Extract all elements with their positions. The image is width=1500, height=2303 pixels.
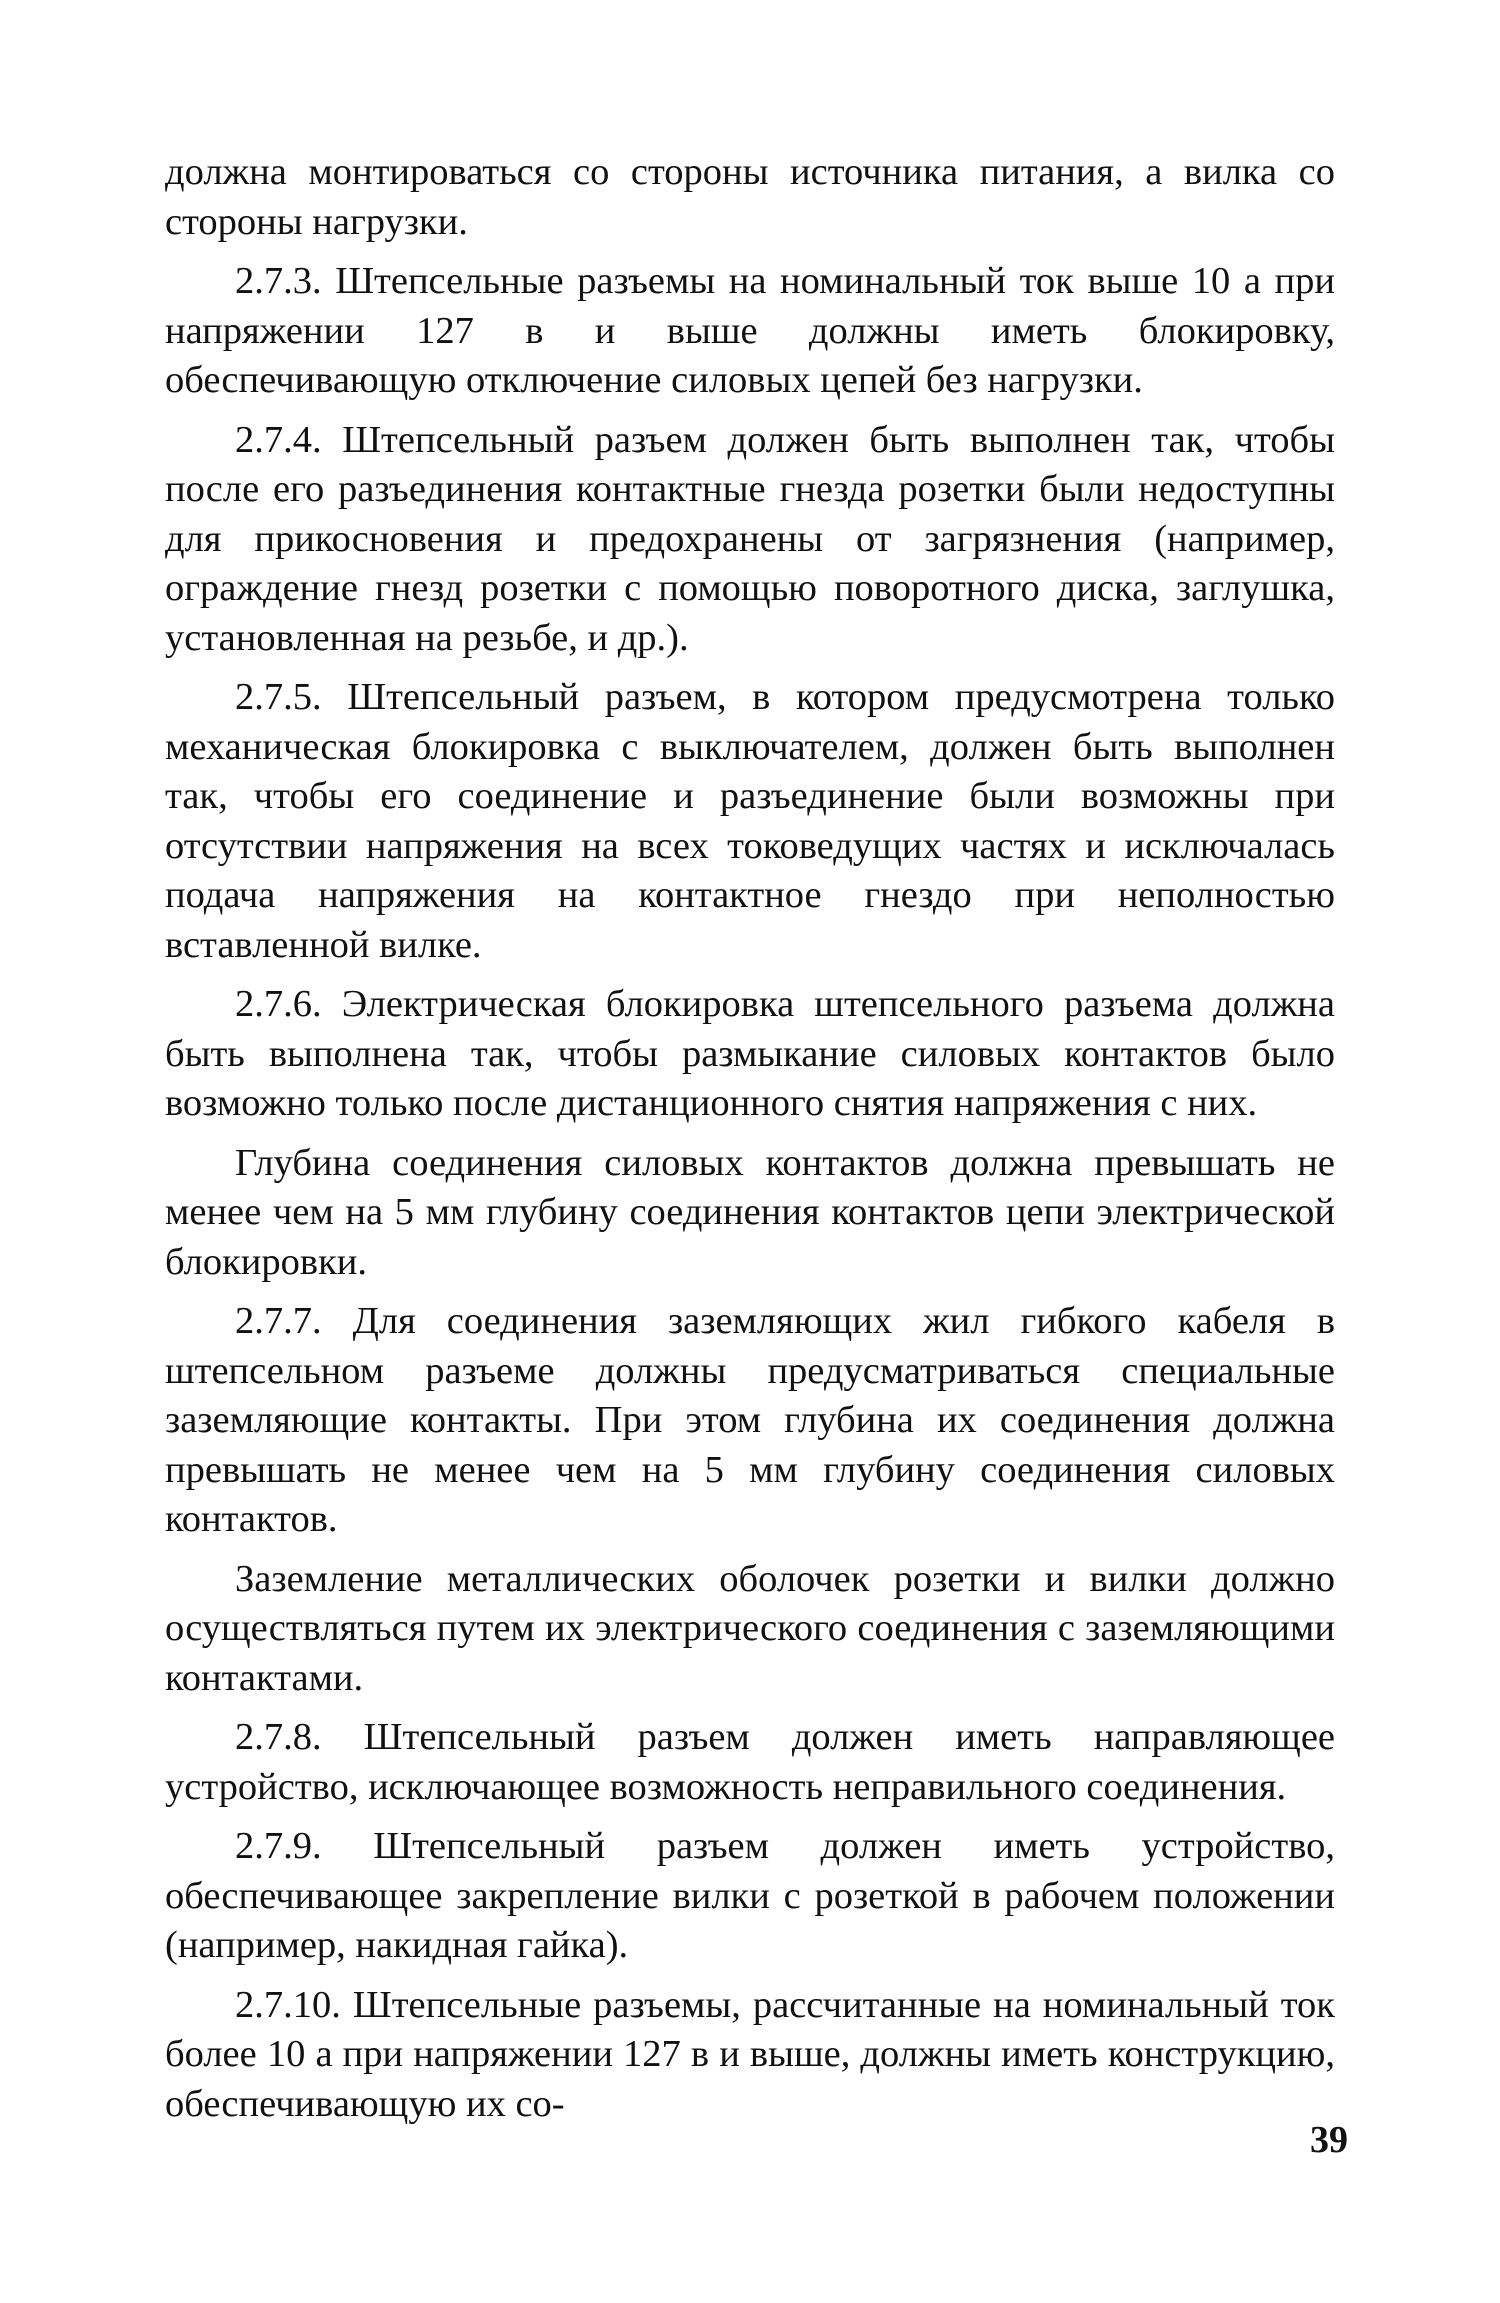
paragraph-contact-depth: Глубина соединения силовых контактов должна превышать не менее чем на 5 мм глубину соединения контактов цепи электрической блокировки. — [165, 1141, 1335, 1283]
page-number: 39 — [1310, 2119, 1348, 2161]
paragraph-2-7-9: 2.7.9. Штепсельный разъем должен иметь устройство, обеспечивающее закрепление вилки с розеткой в рабочем положении (например, накидная гайка). — [165, 1825, 1335, 1966]
paragraph-2-7-10: 2.7.10. Штепсельные разъемы, рассчитанные на номинальный ток более 10 а при напряжении 127 в и выше, должны иметь конструкцию, обеспечивающую их со- — [165, 1983, 1335, 2125]
paragraph-2-7-7: 2.7.7. Для соединения заземляющих жил гибкого кабеля в штепсельном разъеме должны предусматриваться специальные заземляющие контакты. При этом глубина их соединения должна превышать не менее чем на 5 мм глубину соединения силовых контактов. — [165, 1300, 1335, 1540]
page-body — [165, 148, 1335, 2139]
paragraph-2-7-3: 2.7.3. Штепсельные разъемы на номинальный ток выше 10 а при напряжении 127 в и выше должны иметь блокировку, обеспечивающую отключение силовых цепей без нагрузки. — [165, 260, 1335, 401]
paragraph-2-7-8: 2.7.8. Штепсельный разъем должен иметь направляющее устройство, исключающее возможность неправильного соединения. — [165, 1716, 1335, 1808]
paragraph-2-7-4: 2.7.4. Штепсельный разъем должен быть выполнен так, чтобы после его разъединения контактные гнезда розетки были недоступны для прикосновения и предохранены от загрязнения (например, ограждение гнезд розетки с помощью поворотного диска, заглушка, установленная на резьбе, и др.). — [165, 418, 1335, 659]
paragraph-2-7-5: 2.7.5. Штепсельный разъем, в котором предусмотрена только механическая блокировка с выключателем, должен быть выполнен так, чтобы его соединение и разъединение были возможны при отсутствии напряжения на всех токоведущих частях и исключалась подача напряжения на контактное гнездо при неполностью вставленной вилке. — [165, 676, 1335, 966]
paragraph-continuation: должна монтироваться со стороны источника питания, а вилка со стороны нагрузки. — [165, 151, 1335, 243]
paragraph-2-7-6: 2.7.6. Электрическая блокировка штепсельного разъема должна быть выполнена так, чтобы размыкание силовых контактов было возможно только после дистанционного снятия напряжения с них. — [165, 983, 1335, 1124]
paragraph-grounding: Заземление металлических оболочек розетки и вилки должно осуществляться путем их электрического соединения с заземляющими контактами. — [165, 1557, 1335, 1699]
